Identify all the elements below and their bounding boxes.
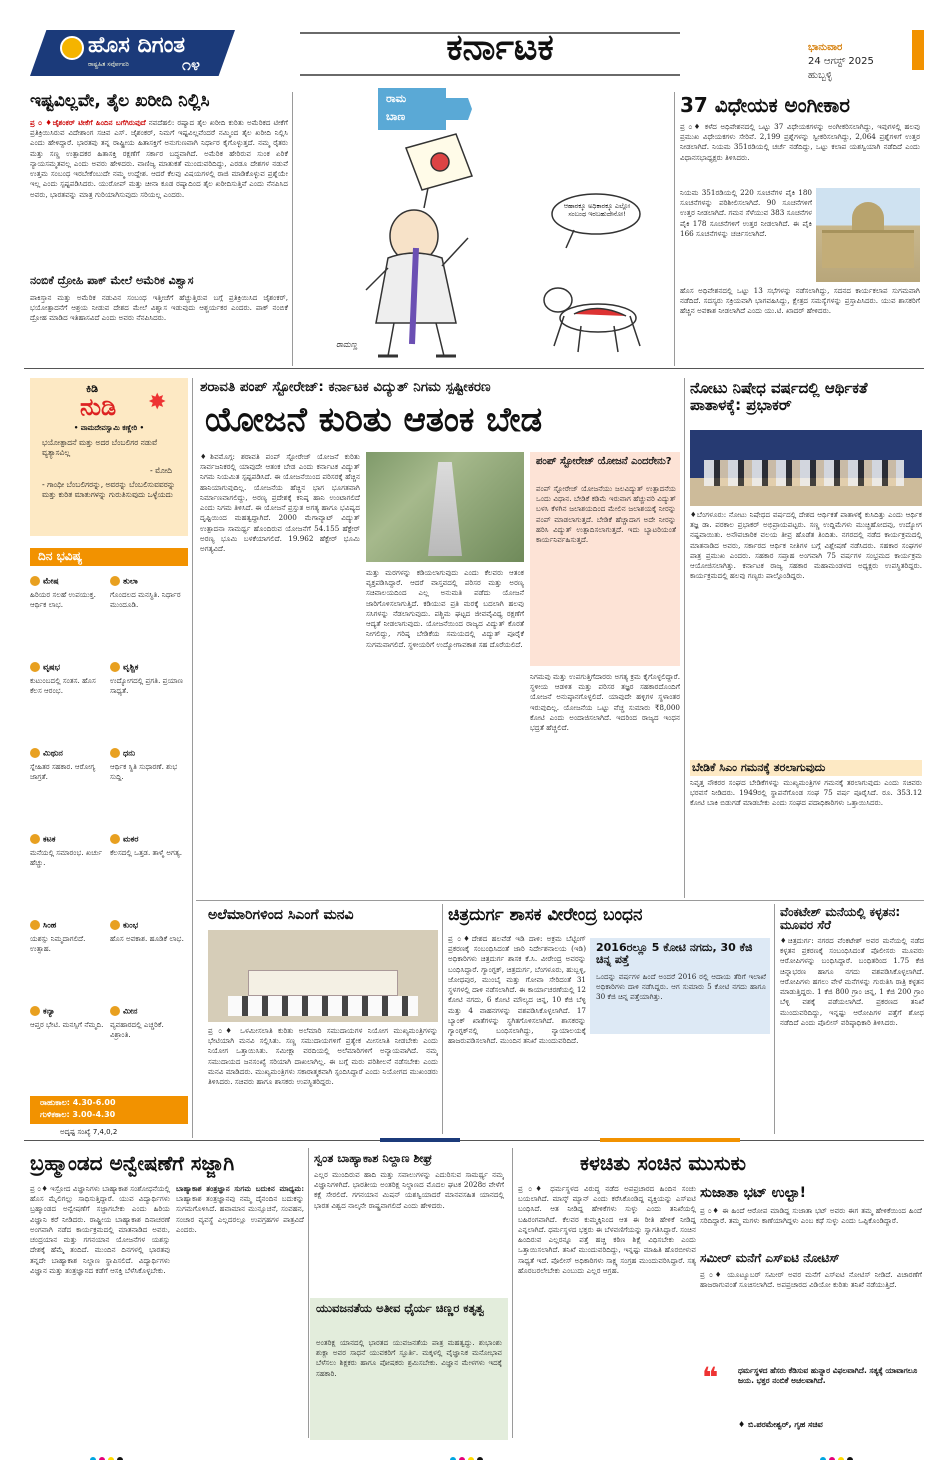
sign-name: ಧನು bbox=[123, 748, 136, 758]
masthead-logo-num: ೧೪ bbox=[182, 55, 200, 74]
building-base bbox=[822, 230, 914, 268]
masthead-logo: ಹೊಸ ದಿಗಂತ bbox=[88, 33, 186, 58]
story3b-headline: ಬೇಡಿಕೆ ಸಿಎಂ ಗಮನಕ್ಕೆ ತರಲಾಗುವುದು bbox=[690, 760, 922, 776]
column-rule bbox=[684, 378, 685, 898]
sign-name: ವೃಶ್ಚಿಕ bbox=[123, 662, 139, 672]
pump-sidebar-title: ಪಂಪ್ ಸ್ಟೋರೇಜ್ ಯೋಜನೆ ಎಂದರೇನು? bbox=[536, 456, 672, 467]
story1-dateline: ಪ್ರ ೦ ♦ಜೈಶಂಕರ್ ಟೀಕೆಗೆ ಹಿಂದಿನ ಬಗೆಗಿರುವುದೆ bbox=[30, 118, 146, 127]
story9-headline: ಕಳಚಿತು ಸಂಚಿನ ಮುಸುಕು bbox=[580, 1151, 746, 1175]
story9-sub2: ಸಮೀರ್ ಮನೆಗೆ ಎಸ್‌ಐಟಿ ನೋಟಿಸ್ bbox=[700, 1251, 840, 1265]
lead-kicker: ಶರಾವತಿ ಪಂಪ್ ಸ್ಟೋರೇಜ್: ಕರ್ನಾಟಕ ವಿದ್ಯುತ್ ನಿಗಮ ಸ್ಪಷ್ಟೀಕರಣ bbox=[200, 379, 491, 395]
sign-name: ಕನ್ಯಾ bbox=[43, 1006, 55, 1016]
masthead-day: ಭಾನುವಾರ bbox=[808, 42, 843, 53]
story5-box-title: 2016ರಲ್ಲೂ 5 ಕೋಟಿ ನಗದು, 30 ಕೆಜಿ ಚಿನ್ನ ಪತ್ತೆ bbox=[596, 941, 753, 967]
edge-marker bbox=[912, 30, 924, 70]
zodiac-icon bbox=[110, 662, 120, 672]
story9-sub1: ಸುಜಾತಾ ಭಟ್ ಉಲ್ಟಾ! bbox=[700, 1185, 806, 1201]
cartoon-banner-top: ರಾಮ bbox=[386, 92, 407, 105]
row-rule bbox=[24, 368, 924, 369]
sign-text: ಆಪ್ತರ ಭೇಟಿ. ಮನಸ್ಸಿಗೆ ನೆಮ್ಮದಿ. bbox=[30, 1020, 104, 1029]
sign-text: ಗೊಂದಲದ ಮನಸ್ಥಿತಿ. ನಿರ್ಧಾರ ಮುಂದೂಡಿ. bbox=[110, 590, 181, 610]
divider-accent-blue bbox=[380, 1138, 460, 1142]
story1-headline: ಇಷ್ಟವಿಲ್ಲವೇ, ತೈಲ ಖರೀದಿ ನಿಲ್ಲಿಸಿ bbox=[30, 91, 210, 111]
story9-quote-by: ♦ ಬಿ.ಪರಮೇಶ್ವರ್, ಗೃಹ ಸಚಿವ bbox=[738, 1420, 823, 1429]
story1b-headline: ನಂಬಿಕೆ ದ್ರೋಹಿ ಪಾಕ್ ಮೇಲೆ ಅಮೆರಿಕ ವಿಶ್ವಾಸ bbox=[30, 274, 194, 287]
zodiac-icon bbox=[110, 834, 120, 844]
event-photo bbox=[690, 430, 922, 506]
sign-name: ಮಿಥುನ bbox=[43, 748, 63, 758]
sign-name: ಮೀನ bbox=[123, 1006, 138, 1016]
dome-shape bbox=[852, 202, 884, 230]
horoscope-sign bbox=[110, 1006, 186, 1090]
sign-text: ಹಿರಿಯರ ಸಲಹೆ ಉಪಯುಕ್ತ. ಆರ್ಥಿಕ ಲಾಭ. bbox=[30, 590, 96, 610]
zodiac-icon bbox=[110, 748, 120, 758]
zodiac-icon bbox=[30, 1006, 40, 1016]
registration-marks bbox=[90, 1448, 126, 1460]
story5-body: ಪ್ರ ೦♦ದೇಶದ ಹಲವೆಡೆ ಇಡಿ ದಾಳಿ: ಅಕ್ರಮ ಬೆಟ್ಟಿಂಗ್ ಪ್ರಕರಣಕ್ಕೆ ಸಂಬಂಧಿಸಿದಂತೆ ಜಾರಿ ನಿರ್ದೇಶನಾಲಯ (ಇಡಿ) ಅಧಿಕಾರಿಗಳು ಚಿತ್ರದುರ್ಗ ಶಾಸಕ ಕೆ.ಸಿ. ವೀರೇಂದ್ರ ಅವರನ್ನು ಬಂಧಿಸಿದ್ದಾರೆ. ಗ್ಯಾಂಗ್ಟಕ್, ಚಿತ್ರದುರ್ಗ, ಬೆಂಗಳೂರು, ಹುಬ್ಬಳ್ಳಿ, ಜೋಧಪುರ, ಮುಂಬೈ ಮತ್ತು ಗೋವಾ ಸೇರಿದಂತೆ 31 ಸ್ಥಳಗಳಲ್ಲಿ ದಾಳಿ ನಡೆಸಲಾಗಿದೆ. ಈ ಕಾರ್ಯಾಚರಣೆಯಲ್ಲಿ 12 ಕೋಟಿ ನಗದು, 6 ಕೋಟಿ ಮೌಲ್ಯದ ಚಿನ್ನ, 10 ಕೆಜಿ ಬೆಳ್ಳಿ ಮತ್ತು 4 ವಾಹನಗಳನ್ನು ವಶಪಡಿಸಿಕೊಳ್ಳಲಾಗಿದೆ. 17 ಬ್ಯಾಂಕ್ ಖಾತೆಗಳನ್ನು ಸ್ಥಗಿತಗೊಳಿಸಲಾಗಿದೆ. ಶಾಸಕರನ್ನು ಗ್ಯಾಂಗ್ಟಕ್‌ನಲ್ಲಿ ಬಂಧಿಸಲಾಗಿದ್ದು, ನ್ಯಾಯಾಲಯಕ್ಕೆ ಹಾಜರುಪಡಿಸಲಾಗಿದೆ. ಮುಂದಿನ ತನಿಖೆ ಮುಂದುವರಿದಿದೆ. bbox=[448, 934, 586, 1046]
registration-marks bbox=[820, 1448, 856, 1460]
sign-name: ಸಿಂಹ bbox=[43, 920, 57, 930]
column-rule bbox=[308, 1148, 309, 1438]
zodiac-icon bbox=[110, 920, 120, 930]
kidi-title: ನುಡಿ bbox=[80, 393, 117, 421]
story2-headline: 37 ವಿಧೇಯಕ ಅಂಗೀಕಾರ bbox=[680, 93, 850, 117]
bhavishya-footer: ಅದೃಷ್ಟ ಸಂಖ್ಯೆ 7,4,0,2 bbox=[60, 1128, 118, 1136]
sign-text: ಆರ್ಥಿಕ ಸ್ಥಿತಿ ಸುಧಾರಣೆ. ಶುಭ ಸುದ್ದಿ. bbox=[110, 762, 178, 782]
masthead-logo-tag: ರಾಷ್ಟ್ರಹಿತ ಸರ್ವೋಪರಿ bbox=[88, 61, 129, 68]
kidi-title-small: ಕಿಡಿ bbox=[86, 382, 99, 395]
zodiac-icon bbox=[30, 748, 40, 758]
story8-headline: ಸ್ವಂತ ಬಾಹ್ಯಾಕಾಶ ನಿಲ್ದಾಣ ಶೀಘ್ರ bbox=[314, 1151, 433, 1165]
column-rule bbox=[192, 378, 193, 1138]
horoscope-sign bbox=[30, 662, 106, 746]
spark-icon: ✸ bbox=[148, 390, 167, 415]
vidhana-soudha-photo bbox=[816, 188, 920, 282]
section-title: ಕರ್ನಾಟಕ bbox=[446, 27, 554, 68]
kidi-quote-by: - ಮೋದಿ bbox=[150, 466, 172, 475]
kidi-author: • ವಾಮದೇವಸ್ವಾಮಿ ಕಣ್ಣೇರಿ • bbox=[73, 424, 145, 432]
zodiac-icon bbox=[110, 1006, 120, 1016]
story1b-body: ಪಾಕಿಸ್ತಾನ ಮತ್ತು ಅಮೆರಿಕ ನಡುವಿನ ಸಂಬಂಧ ಇತ್ತೀಚೆಗೆ ಹೆಚ್ಚುತ್ತಿರುವ ಬಗ್ಗೆ ಪ್ರತಿಕ್ರಿಯಿಸಿದ ಜೈಶಂಕರ್, ಭಯೋತ್ಪಾದನೆಗೆ ಆಶ್ರಯ ನೀಡುವ ದೇಶದ ಮೇಲೆ ವಿಶ್ವಾಸ ಇಡುವುದು ಆಶ್ಚರ್ಯಕರ ಎಂದರು. ಪಾಕ್ ನಂಬಿಕೆ ದ್ರೋಹ ಮಾಡಿದ ಇತಿಹಾಸವಿದೆ ಎಂದು ಅವರು ನೆನಪಿಸಿದರು. bbox=[30, 293, 288, 323]
sign-text: ಮನೆಯಲ್ಲಿ ಸಮಾರಂಭ. ಖರ್ಚು ಹೆಚ್ಚು. bbox=[30, 848, 103, 868]
story2-body3: ಹೊಸ ಅಧಿವೇಶನದಲ್ಲಿ ಒಟ್ಟು 13 ಸಭೆಗಳನ್ನು ನಡೆಸಲಾಗಿದ್ದು, ಸದನದ ಕಾರ್ಯಕಲಾಪ ಸುಗಮವಾಗಿ ನಡೆದಿದೆ. ಸದಸ್ಯರು ಸಕ್ರಿಯವಾಗಿ ಭಾಗವಹಿಸಿದ್ದು, ಕ್ಷೇತ್ರದ ಸಮಸ್ಯೆಗಳನ್ನು ಪ್ರಸ್ತಾಪಿಸಿದರು. ಯುವ ಶಾಸಕರಿಗೆ ಹೆಚ್ಚಿನ ಅವಕಾಶ ನೀಡಲಾಗಿದೆ ಎಂದು ಯು.ಟಿ. ಖಾದರ್ ಹೇಳಿದರು. bbox=[680, 286, 920, 316]
row-rule bbox=[196, 900, 924, 901]
cartoon-banner-bottom: ಬಾಣ bbox=[386, 110, 406, 123]
sign-name: ಕಟಕ bbox=[43, 834, 56, 844]
zodiac-icon bbox=[110, 576, 120, 586]
sign-name: ಮಕರ bbox=[123, 834, 139, 844]
event-people bbox=[704, 460, 904, 486]
story8-body: ಎಲ್ಲರ ಮುಂದಿರುವ ಹಾದಿ ಮತ್ತು ಸವಾಲುಗಳನ್ನು ಎದುರಿಸುವ ಸಾಮರ್ಥ್ಯ ನಮ್ಮ ವಿಜ್ಞಾನಿಗಳಿಗಿದೆ. ಭಾರತೀಯ ಅಂತರಿಕ್ಷ ನಿಲ್ದಾಣದ ಮೊದಲ ಘಟಕ 2028ರ ವೇಳೆಗೆ ಕಕ್ಷೆ ಸೇರಲಿದೆ. ಗಗನಯಾನ ಮಿಷನ್ ಯಶಸ್ವಿಯಾದರೆ ಮಾನವಸಹಿತ ಯಾನದಲ್ಲಿ ಭಾರತ ವಿಶ್ವದ ನಾಲ್ಕನೇ ರಾಷ್ಟ್ರವಾಗಲಿದೆ ಎಂದು ಹೇಳಿದರು. bbox=[314, 1170, 504, 1210]
meeting-table bbox=[248, 970, 398, 996]
sign-name: ತುಲಾ bbox=[123, 576, 138, 586]
horoscope-sign bbox=[30, 576, 106, 660]
column-rule bbox=[512, 1148, 513, 1438]
zodiac-icon bbox=[30, 834, 40, 844]
cartoon-speech: ಆಹಾರಕ್ಕೂ ಅಧಿಕಾರಕ್ಕೂ ಎಲ್ಲೋ ಸಂಬಂಧ ಇರಬಹುದೇನೋ! bbox=[563, 202, 631, 219]
story9-sub2-body: ಪ್ರ ೦♦ ಯೂಟ್ಯೂಬರ್ ಸಮೀರ್ ಅವರ ಮನೆಗೆ ಎಸ್‌ಐಟಿ ನೋಟಿಸ್ ನೀಡಿದೆ. ವಿಚಾರಣೆಗೆ ಹಾಜರಾಗುವಂತೆ ಸೂಚಿಸಲಾಗಿದೆ. ಅಪಪ್ರಚಾರದ ವಿಡಿಯೋ ಕುರಿತು ತನಿಖೆ ನಡೆಯುತ್ತಿದೆ. bbox=[700, 1270, 922, 1290]
horoscope-sign bbox=[30, 1006, 106, 1090]
cartoon-panel bbox=[296, 88, 671, 366]
gulika-kala: ಗುಳಿಕಕಾಲ: 3.00-4.30 bbox=[40, 1110, 116, 1119]
horoscope-sign bbox=[30, 748, 106, 832]
bhavishya-title: ದಿನ ಭವಿಷ್ಯ bbox=[38, 549, 83, 563]
column-rule bbox=[674, 92, 675, 366]
story7-body: ಪ್ರ ೦♦ ಇಸ್ರೋದ ವಿಜ್ಞಾನಿಗಳು ಬಾಹ್ಯಾಕಾಶ ಸಂಶೋಧನೆಯಲ್ಲಿ ಹೊಸ ಮೈಲಿಗಲ್ಲು ಸಾಧಿಸುತ್ತಿದ್ದಾರೆ. ಯುವ ವಿದ್ಯಾರ್ಥಿಗಳು ಬ್ರಹ್ಮಾಂಡದ ಅನ್ವೇಷಣೆಗೆ ಸಜ್ಜಾಗಬೇಕು ಎಂದು ಹಿರಿಯ ವಿಜ್ಞಾನಿ ಕರೆ ನೀಡಿದರು. ರಾಷ್ಟ್ರೀಯ ಬಾಹ್ಯಾಕಾಶ ದಿನಾಚರಣೆ ಅಂಗವಾಗಿ ನಡೆದ ಕಾರ್ಯಕ್ರಮದಲ್ಲಿ ಮಾತನಾಡಿದ ಅವರು, ಚಂದ್ರಯಾನ ಮತ್ತು ಗಗನಯಾನ ಯೋಜನೆಗಳ ಯಶಸ್ಸು ದೇಶಕ್ಕೆ ಹೆಮ್ಮೆ ತಂದಿದೆ. ಮುಂದಿನ ದಿನಗಳಲ್ಲಿ ಭಾರತವು ತನ್ನದೇ ಬಾಹ್ಯಾಕಾಶ ನಿಲ್ದಾಣ ಸ್ಥಾಪಿಸಲಿದೆ. ವಿದ್ಯಾರ್ಥಿಗಳು ವಿಜ್ಞಾನ ಮತ್ತು ತಂತ್ರಜ್ಞಾನದ ಕಡೆಗೆ ಆಸಕ್ತಿ ಬೆಳೆಸಿಕೊಳ್ಳಬೇಕು. bbox=[30, 1184, 170, 1275]
column-rule bbox=[774, 904, 775, 1134]
lead-col3: ನಿಗಮವು ಮತ್ತು ಉಪಗುತ್ತಿಗೆದಾರರು ಅಗತ್ಯ ಕ್ರಮ ಕೈಗೊಳ್ಳಲಿದ್ದಾರೆ. ಸ್ಥಳೀಯ ಆಡಳಿತ ಮತ್ತು ಪರಿಸರ ತಜ್ಞರ ಸಹಕಾರದೊಂದಿಗೆ ಯೋಜನೆ ಅನುಷ್ಠಾನಗೊಳ್ಳಲಿದೆ. ಯಾವುದೇ ಹಳ್ಳಿಗಳ ಸ್ಥಳಾಂತರ ಇರುವುದಿಲ್ಲ. ಯೋಜನೆಯ ಒಟ್ಟು ವೆಚ್ಚ ಸುಮಾರು ₹8,000 ಕೋಟಿ ಎಂದು ಅಂದಾಜಿಸಲಾಗಿದೆ. ಇದರಿಂದ ರಾಜ್ಯದ ಇಂಧನ ಭದ್ರತೆ ಹೆಚ್ಚಲಿದೆ. bbox=[530, 672, 680, 733]
masthead-city: ಹುಬ್ಬಳ್ಳಿ bbox=[808, 70, 833, 81]
horoscope-sign bbox=[30, 920, 106, 1004]
story4-body: ಪ್ರ ೦♦ ಒಳಮೀಸಲಾತಿ ಕುರಿತು ಅಲೆಮಾರಿ ಸಮುದಾಯಗಳ ನಿಯೋಗ ಮುಖ್ಯಮಂತ್ರಿಗಳನ್ನು ಭೇಟಿಯಾಗಿ ಮನವಿ ಸಲ್ಲಿಸಿತು. ಸಣ್ಣ ಸಮುದಾಯಗಳಿಗೆ ಪ್ರತ್ಯೇಕ ಮೀಸಲಾತಿ ನೀಡಬೇಕು ಎಂದು ನಿಯೋಗ ಒತ್ತಾಯಿಸಿತು. ಸಮೀಕ್ಷಾ ವರದಿಯಲ್ಲಿ ಅಲೆಮಾರಿಗಳಿಗೆ ಅನ್ಯಾಯವಾಗಿದೆ. ನಮ್ಮ ಸಮುದಾಯದ ಜನಸಂಖ್ಯೆ ಸರಿಯಾಗಿ ದಾಖಲಾಗಿಲ್ಲ. ಈ ಬಗ್ಗೆ ಮರು ಪರಿಶೀಲನೆ ನಡೆಸಬೇಕು ಎಂದು ಮನವಿ ಮಾಡಿದರು. ಮುಖ್ಯಮಂತ್ರಿಗಳು ಸಕಾರಾತ್ಮಕವಾಗಿ ಸ್ಪಂದಿಸಿದ್ದಾರೆ ಎಂದು ನಿಯೋಗದ ಮುಖಂಡರು ತಿಳಿಸಿದರು. ಸಚಿವರು ಹಾಗೂ ಶಾಸಕರು ಉಪಸ್ಥಿತರಿದ್ದರು. bbox=[208, 1026, 438, 1087]
horoscope-sign bbox=[110, 920, 186, 1004]
sign-text: ಯಶಸ್ಸು ನಿಮ್ಮದಾಗಲಿದೆ. ಉತ್ಸಾಹ. bbox=[30, 934, 86, 954]
story9-sub1-body: ಪ್ರ ೦♦ ಈ ಹಿಂದೆ ಆರೋಪ ಮಾಡಿದ್ದ ಸುಜಾತಾ ಭಟ್ ಅವರು ಈಗ ತಮ್ಮ ಹೇಳಿಕೆಯಿಂದ ಹಿಂದೆ ಸರಿದಿದ್ದಾರೆ. ತಮ್ಮ ಮಗಳು ಕಾಣೆಯಾಗಿದ್ದಳು ಎಂಬ ಕಥೆ ಸುಳ್ಳು ಎಂದು ಒಪ್ಪಿಕೊಂಡಿದ್ದಾರೆ. bbox=[700, 1206, 922, 1226]
story8-sub-headline: ಯುವಜನತೆಯ ಅತೀವ ಧೈರ್ಯ ಚಿಣ್ಣರ ಕತೃತ್ವ bbox=[316, 1301, 485, 1315]
masthead bbox=[0, 0, 945, 86]
row-rule bbox=[24, 1140, 924, 1141]
story1-text: ನವದೆಹಲಿ: ರಷ್ಯಾದ ತೈಲ ಖರೀದಿ ಕುರಿತು ಅಮೆರಿಕದ ಟೀಕೆಗೆ ಪ್ರತಿಕ್ರಿಯಿಸಿರುವ ವಿದೇಶಾಂಗ ಸಚಿವ ಎಸ್. ಜೈಶಂಕರ್, ನಿಮಗೆ ಇಷ್ಟವಿಲ್ಲವೆಂದರೆ ನಮ್ಮಿಂದ ತೈಲ ಖರೀದಿ ನಿಲ್ಲಿಸಿ ಎಂದು ಹೇಳಿದ್ದಾರೆ. ಭಾರತವು ತನ್ನ ರಾಷ್ಟ್ರೀಯ ಹಿತಾಸಕ್ತಿಗೆ ಅನುಗುಣವಾಗಿ ನಿರ್ಧಾರ ಕೈಗೊಳ್ಳುತ್ತದೆ. ನಮ್ಮ ರೈತರು ಮತ್ತು ಸಣ್ಣ ಉತ್ಪಾದಕರ ಹಿತಾಸಕ್ತಿ ರಕ್ಷಣೆಗೆ ಸರ್ಕಾರ ಬದ್ಧವಾಗಿದೆ. ಅಮೆರಿಕ ಹೇರಿರುವ ಸುಂಕ ಏರಿಕೆ ನ್ಯಾಯಸಮ್ಮತವಲ್ಲ ಎಂದು ಅವರು ಹೇಳಿದರು. ವಾಣಿಜ್ಯ ಮಾತುಕತೆ ಮುಂದುವರಿದಿದ್ದು, ಎರಡೂ ದೇಶಗಳ ನಡುವೆ ಉತ್ತಮ ಸಂಬಂಧ ಇರಬೇಕೆಂಬುದೇ ನಮ್ಮ ಉದ್ದೇಶ. ಆದರೆ ಕೆಲವು ವಿಷಯಗಳಲ್ಲಿ ರಾಜಿ ಮಾಡಿಕೊಳ್ಳುವ ಪ್ರಶ್ನೆಯೇ ಇಲ್ಲ ಎಂದು ಸ್ಪಷ್ಟಪಡಿಸಿದರು. ಯುರೋಪ್ ಮತ್ತು ಚೀನಾ ಕೂಡ ರಷ್ಯಾದಿಂದ ತೈಲ ಖರೀದಿಸುತ್ತಿವೆ ಎಂದು ನೆನಪಿಸಿದ ಅವರು, ಭಾರತವನ್ನು ಮಾತ್ರ ಗುರಿಯಾಗಿಸುವುದು ಸರಿಯಲ್ಲ ಎಂದರು. bbox=[30, 118, 288, 199]
story7-headline: ಬ್ರಹ್ಮಾಂಡದ ಅನ್ವೇಷಣೆಗೆ ಸಜ್ಜಾಗಿ bbox=[30, 1151, 235, 1175]
sign-text: ಹೊಸ ಅವಕಾಶ. ಹೂಡಿಕೆ ಲಾಭ. bbox=[110, 934, 184, 943]
column-rule bbox=[442, 904, 443, 1134]
story9-quote: ಧರ್ಮಸ್ಥಳದ ಹೆಸರು ಕೆಡಿಸುವ ಹುನ್ನಾರ ವಿಫಲವಾಗಿದೆ. ಸತ್ಯಕ್ಕೆ ಯಾವಾಗಲೂ ಜಯ. ಭಕ್ತರ ನಂಬಿಕೆ ಅಚಲವಾಗಿದೆ. bbox=[738, 1366, 918, 1386]
story3-body: ♦ಬೆಂಗಳೂರು: ನೋಟು ನಿಷೇಧದ ವರ್ಷದಲ್ಲಿ ದೇಶದ ಆರ್ಥಿಕತೆ ಪಾತಾಳಕ್ಕೆ ಕುಸಿದಿತ್ತು ಎಂದು ಆರ್ಥಿಕ ತಜ್ಞ ಡಾ. ಪರಕಾಲ ಪ್ರಭಾಕರ್ ಅಭಿಪ್ರಾಯಪಟ್ಟರು. ಸಣ್ಣ ಉದ್ದಿಮೆಗಳು ಮುಚ್ಚಿಹೋದವು, ಉದ್ಯೋಗ ನಷ್ಟವಾಯಿತು. ಅನೌಪಚಾರಿಕ ವಲಯ ತೀವ್ರ ಹೊಡೆತ ತಿಂದಿತು. ನಗರದಲ್ಲಿ ನಡೆದ ಕಾರ್ಯಕ್ರಮದಲ್ಲಿ ಮಾತನಾಡಿದ ಅವರು, ಸರ್ಕಾರದ ಆರ್ಥಿಕ ನೀತಿಗಳ ಬಗ್ಗೆ ವಿಶ್ಲೇಷಣೆ ನಡೆಸಿದರು. ಸಹಕಾರ ಸಂಘಗಳ ಪಾತ್ರ ಪ್ರಮುಖ ಎಂದರು. ಸಹಕಾರ ಸಪ್ತಾಹ ಅಂಗವಾಗಿ 75 ವರ್ಷಗಳ ಸಂಭ್ರಮದ ಕಾರ್ಯಕ್ರಮ ಆಯೋಜಿಸಲಾಗಿತ್ತು. ಕರ್ನಾಟಕ ರಾಜ್ಯ ಸಹಕಾರ ಮಹಾಮಂಡಳದ ಅಧ್ಯಕ್ಷರು ಉಪಸ್ಥಿತರಿದ್ದರು. ಕಾರ್ಯಕ್ರಮದಲ್ಲಿ ಹಲವು ಗಣ್ಯರು ಪಾಲ್ಗೊಂಡಿದ್ದರು. bbox=[690, 510, 922, 581]
lead-headline: ಯೋಜನೆ ಕುರಿತು ಆತಂಕ ಬೇಡ bbox=[205, 400, 543, 440]
meeting-photo bbox=[208, 930, 438, 1022]
story9-body: ಪ್ರ ೦♦ ಧರ್ಮಸ್ಥಳದ ವಿರುದ್ಧ ನಡೆದ ಅಪಪ್ರಚಾರದ ಹಿಂದಿನ ಸಂಚು ಬಯಲಾಗಿದೆ. ಮಾಸ್ಕ್ ಮ್ಯಾನ್ ಎಂದು ಕರೆಸಿಕೊಂಡಿದ್ದ ವ್ಯಕ್ತಿಯನ್ನು ಎಸ್‌ಐಟಿ ಬಂಧಿಸಿದೆ. ಆತ ನೀಡಿದ್ದ ಹೇಳಿಕೆಗಳು ಸುಳ್ಳು ಎಂದು ತನಿಖೆಯಲ್ಲಿ ಬಹಿರಂಗವಾಗಿದೆ. ಕೆಲವರ ಕುಮ್ಮಕ್ಕಿನಿಂದ ಆತ ಈ ರೀತಿ ಹೇಳಿಕೆ ನೀಡಿದ್ದ ಎನ್ನಲಾಗಿದೆ. ಧರ್ಮಸ್ಥಳದ ಭಕ್ತರು ಈ ಬೆಳವಣಿಗೆಯನ್ನು ಸ್ವಾಗತಿಸಿದ್ದಾರೆ. ಸಂಚಿನ ಹಿಂದಿರುವ ಎಲ್ಲರನ್ನೂ ಪತ್ತೆ ಹಚ್ಚಿ ಕಠಿಣ ಶಿಕ್ಷೆ ವಿಧಿಸಬೇಕು ಎಂದು ಒತ್ತಾಯಿಸಲಾಗಿದೆ. ತನಿಖೆ ಮುಂದುವರಿದಿದ್ದು, ಇನ್ನಷ್ಟು ಮಾಹಿತಿ ಹೊರಬೀಳುವ ಸಾಧ್ಯತೆ ಇದೆ. ಪೊಲೀಸ್ ಅಧಿಕಾರಿಗಳು ಸಾಕ್ಷ್ಯ ಸಂಗ್ರಹ ಮುಂದುವರಿಸಿದ್ದಾರೆ. ಸತ್ಯ ಹೊರಬರಲೇಬೇಕು ಎಂಬುದು ಎಲ್ಲರ ಆಗ್ರಹ. bbox=[518, 1184, 696, 1275]
horoscope-sign bbox=[110, 748, 186, 832]
story7-body2: ಬಾಹ್ಯಾಕಾಶ ತಂತ್ರಜ್ಞಾನವು ನಮ್ಮ ದೈನಂದಿನ ಬದುಕನ್ನು ಸುಗಮಗೊಳಿಸಿದೆ. ಹವಾಮಾನ ಮುನ್ಸೂಚನೆ, ಸಂವಹನ, ಸಂಚಾರ ವ್ಯವಸ್ಥೆ ಎಲ್ಲದರಲ್ಲೂ ಉಪಗ್ರಹಗಳ ಪಾತ್ರವಿದೆ ಎಂದರು. bbox=[176, 1194, 304, 1234]
story2-body2: ನಿಯಮ 351ರಡಿಯಲ್ಲಿ 220 ಸೂಚನೆಗಳ ಪೈಕಿ 180 ಸೂಚನೆಗಳನ್ನು ಪರಿಶೀಲಿಸಲಾಗಿದೆ. 90 ಸೂಚನೆಗಳಿಗೆ ಉತ್ತರ ನೀಡಲಾಗಿದೆ. ಗಮನ ಸೆಳೆಯುವ 383 ಸೂಚನೆಗಳ ಪೈಕಿ 178 ಸೂಚನೆಗಳಿಗೆ ಉತ್ತರ ನೀಡಲಾಗಿದೆ. ಈ ಪೈಕಿ 166 ಸೂಚನೆಗಳನ್ನು ಚರ್ಚಿಸಲಾಗಿದೆ. bbox=[680, 188, 812, 238]
story3-headline: ನೋಟು ನಿಷೇಧ ವರ್ಷದಲ್ಲಿ ಆರ್ಥಿಕತೆ ಪಾತಾಳಕ್ಕೆ: ಪ್ರಭಾಕರ್ bbox=[690, 379, 868, 414]
zodiac-icon bbox=[30, 920, 40, 930]
story5-box-body: ಒಂದನ್ನು ವರ್ಷಗಳ ಹಿಂದೆ ಅಂದರೆ 2016 ರಲ್ಲಿ ಆದಾಯ ತೆರಿಗೆ ಇಲಾಖೆ ಅಧಿಕಾರಿಗಳು ದಾಳಿ ನಡೆಸಿದ್ದರು. ಆಗ ಸುಮಾರು 5 ಕೋಟಿ ನಗದು ಹಾಗೂ 30 ಕೆಜಿ ಚಿನ್ನ ಪತ್ತೆಯಾಗಿತ್ತು. bbox=[596, 972, 766, 1002]
story3b-body: ನಿವೃತ್ತ ನೌಕರರ ಸಂಘದ ಬೇಡಿಕೆಗಳನ್ನು ಮುಖ್ಯಮಂತ್ರಿಗಳ ಗಮನಕ್ಕೆ ತರಲಾಗುವುದು ಎಂದು ಸಚಿವರು ಭರವಸೆ ನೀಡಿದರು. 1949ರಲ್ಲಿ ಸ್ಥಾಪನೆಗೊಂಡ ಸಂಘ 75 ವರ್ಷ ಪೂರೈಸಿದೆ. ರೂ. 353.12 ಕೋಟಿ ಬಾಕಿ ಬಿಡುಗಡೆ ಮಾಡಬೇಕು ಎಂದು ಸಂಘದ ಪದಾಧಿಕಾರಿಗಳು ಒತ್ತಾಯಿಸಿದರು. bbox=[690, 778, 922, 808]
sign-text: ಸ್ನೇಹಿತರ ಸಹಕಾರ. ಆರೋಗ್ಯ ಜಾಗ್ರತೆ. bbox=[30, 762, 96, 782]
sign-text: ಕೆಲಸದಲ್ಲಿ ಒತ್ತಡ. ತಾಳ್ಮೆ ಅಗತ್ಯ. bbox=[110, 848, 183, 857]
horoscope-sign bbox=[110, 576, 186, 660]
divider-accent-orange bbox=[600, 1138, 740, 1142]
pump-sidebar-body: ಪಂಪ್ ಸ್ಟೋರೇಜ್ ಯೋಜನೆಯು ಜಲವಿದ್ಯುತ್ ಉತ್ಪಾದನೆಯ ಒಂದು ವಿಧಾನ. ಬೇಡಿಕೆ ಕಡಿಮೆ ಇರುವಾಗ ಹೆಚ್ಚುವರಿ ವಿದ್ಯುತ್ ಬಳಸಿ ಕೆಳಗಿನ ಜಲಾಶಯದಿಂದ ಮೇಲಿನ ಜಲಾಶಯಕ್ಕೆ ನೀರನ್ನು ಪಂಪ್ ಮಾಡಲಾಗುತ್ತದೆ. ಬೇಡಿಕೆ ಹೆಚ್ಚಾದಾಗ ಅದೇ ನೀರನ್ನು ಹರಿಸಿ ವಿದ್ಯುತ್ ಉತ್ಪಾದಿಸಲಾಗುತ್ತದೆ. ಇದು ಬ್ಯಾಟರಿಯಂತೆ ಕಾರ್ಯನಿರ್ವಹಿಸುತ್ತದೆ. bbox=[536, 484, 676, 545]
story4-headline: ಅಲೆಮಾರಿಗಳಿಂದ ಸಿಎಂಗೆ ಮನವಿ bbox=[208, 907, 354, 923]
kidi-reply: - ಗಾಂಧೀ ಬೆಂಬಲಿಗರನ್ನು, ಅವರನ್ನು ಬೆಂಬಲಿಸುವವರನ್ನು ಮತ್ತು ಕುರಿತ ಮಾತುಗಳನ್ನು ಗುರುತಿಸುವುದು ಒಳ್ಳೆಯದು bbox=[42, 480, 176, 500]
masthead-date: 24 ಆಗಸ್ಟ್ 2025 bbox=[808, 56, 874, 67]
sign-text: ವ್ಯವಹಾರದಲ್ಲಿ ಎಚ್ಚರಿಕೆ. ವಿಶ್ರಾಂತಿ. bbox=[110, 1020, 164, 1040]
sign-name: ಮೇಷ bbox=[43, 576, 59, 586]
horoscope-sign bbox=[110, 834, 186, 918]
kidi-quote: ಭಯೋತ್ಪಾದನೆ ಮತ್ತು ಅದರ ಬೆಂಬಲಿಗರ ನಡುವೆ ವ್ಯತ್ಯಾಸವಿಲ್ಲ bbox=[42, 438, 158, 458]
rahu-kala: ರಾಹುಕಾಲ: 4.30-6.00 bbox=[40, 1098, 116, 1107]
sign-text: ಉದ್ಯೋಗದಲ್ಲಿ ಪ್ರಗತಿ. ಪ್ರಯಾಣ ಸಾಧ್ಯತೆ. bbox=[110, 676, 183, 696]
meeting-people bbox=[228, 996, 418, 1016]
story8-sub-body: ಅಂತರಿಕ್ಷ ಯಾನದಲ್ಲಿ ಭಾರತದ ಯುವಜನತೆಯ ಪಾತ್ರ ಮಹತ್ವದ್ದು. ಶುಭಾಂಶು ಶುಕ್ಲಾ ಅವರ ಸಾಧನೆ ಯುವಕರಿಗೆ ಸ್ಫೂರ್ತಿ. ಮಕ್ಕಳಲ್ಲಿ ವೈಜ್ಞಾನಿಕ ಮನೋಭಾವ ಬೆಳೆಸಲು ಶಿಕ್ಷಕರು ಹಾಗೂ ಪೋಷಕರು ಶ್ರಮಿಸಬೇಕು. ವಿಜ್ಞಾನ ಮೇಳಗಳು ಇದಕ್ಕೆ ಸಹಕಾರಿ. bbox=[316, 1338, 502, 1378]
logo-emblem-icon bbox=[60, 36, 84, 60]
story1-body bbox=[30, 118, 288, 270]
lead-col2: ಮತ್ತು ಮರಗಳನ್ನು ಕಡಿಯಲಾಗುವುದು ಎಂದು ಕೆಲವರು ಆತಂಕ ವ್ಯಕ್ತಪಡಿಸಿದ್ದಾರೆ. ಆದರೆ ವಾಸ್ತವದಲ್ಲಿ ಪರಿಸರ ಮತ್ತು ಅರಣ್ಯ ಸಚಿವಾಲಯದಿಂದ ಎಲ್ಲ ಅನುಮತಿ ಪಡೆದು ಯೋಜನೆ ಜಾರಿಗೊಳಿಸಲಾಗುತ್ತಿದೆ. ಕಡಿಯುವ ಪ್ರತಿ ಮರಕ್ಕೆ ಬದಲಾಗಿ ಹಲವು ಸಸಿಗಳನ್ನು ನೆಡಲಾಗುವುದು. ಪಶ್ಚಿಮ ಘಟ್ಟದ ಜೀವವೈವಿಧ್ಯ ರಕ್ಷಣೆಗೆ ಆದ್ಯತೆ ನೀಡಲಾಗುವುದು. ಯೋಜನೆಯಿಂದ ರಾಜ್ಯದ ವಿದ್ಯುತ್ ಕೊರತೆ ನೀಗಲಿದ್ದು, ಗರಿಷ್ಠ ಬೇಡಿಕೆಯ ಸಮಯದಲ್ಲಿ ವಿದ್ಯುತ್ ಪೂರೈಕೆ ಸುಗಮವಾಗಲಿದೆ. ಸ್ಥಳೀಯರಿಗೆ ಉದ್ಯೋಗಾವಕಾಶ ಸಹ ದೊರೆಯಲಿದೆ. bbox=[366, 568, 524, 649]
story7-col2 bbox=[176, 1184, 304, 1440]
sign-name: ಕುಂಭ bbox=[123, 920, 139, 930]
story7-sub: ಬಾಹ್ಯಾಕಾಶ ತಂತ್ರಜ್ಞಾನ ಸುಗಮ ಬದುಕಿನ ಮಾಧ್ಯಮ: bbox=[176, 1184, 304, 1193]
column-rule bbox=[292, 92, 293, 366]
zodiac-icon bbox=[30, 662, 40, 672]
horoscope-sign bbox=[30, 834, 106, 918]
registration-marks bbox=[450, 1448, 486, 1460]
zodiac-icon bbox=[30, 576, 40, 586]
story2-body1: ಪ್ರ ೦♦ ಕಳೆದ ಅಧಿವೇಶನದಲ್ಲಿ ಒಟ್ಟು 37 ವಿಧೇಯಕಗಳನ್ನು ಅಂಗೀಕರಿಸಲಾಗಿದ್ದು, ಇವುಗಳಲ್ಲಿ ಹಲವು ಪ್ರಮುಖ ವಿಧೇಯಕಗಳು ಸೇರಿವೆ. 2,199 ಪ್ರಶ್ನೆಗಳನ್ನು ಸ್ವೀಕರಿಸಲಾಗಿದ್ದು, 2,064 ಪ್ರಶ್ನೆಗಳಿಗೆ ಉತ್ತರ ನೀಡಲಾಗಿದೆ. ನಿಯಮ 351ರಡಿಯಲ್ಲಿ ಚರ್ಚೆ ನಡೆದಿದ್ದು, ಒಟ್ಟು ಕಲಾಪ ಯಶಸ್ವಿಯಾಗಿ ನಡೆದಿದೆ ಎಂದು ವಿಧಾನಸಭಾಧ್ಯಕ್ಷರು ತಿಳಿಸಿದರು. bbox=[680, 122, 920, 162]
dam-structure bbox=[428, 462, 462, 556]
cartoon-illustration bbox=[296, 88, 671, 366]
dam-photo bbox=[366, 452, 524, 562]
sign-text: ಕುಟುಂಬದಲ್ಲಿ ಸಂತಸ. ಹೊಸ ಕೆಲಸ ಆರಂಭ. bbox=[30, 676, 96, 696]
sign-name: ವೃಷಭ bbox=[43, 662, 60, 672]
quote-mark-icon: ❝ bbox=[702, 1361, 719, 1394]
kidi-nudi-box bbox=[30, 378, 188, 536]
lead-col1: ♦ಶಿವಮೊಗ್ಗ: ಶರಾವತಿ ಪಂಪ್ ಸ್ಟೋರೇಜ್ ಯೋಜನೆ ಕುರಿತು ಸಾರ್ವಜನಿಕರಲ್ಲಿ ಯಾವುದೇ ಆತಂಕ ಬೇಡ ಎಂದು ಕರ್ನಾಟಕ ವಿದ್ಯುತ್ ನಿಗಮ ನಿಯಮಿತ ಸ್ಪಷ್ಟಪಡಿಸಿದೆ. ಈ ಯೋಜನೆಯಿಂದ ಪರಿಸರಕ್ಕೆ ಹೆಚ್ಚಿನ ಹಾನಿಯಾಗುವುದಿಲ್ಲ. ಯೋಜನೆಯ ಹೆಚ್ಚಿನ ಭಾಗ ಭೂಗತವಾಗಿ ನಿರ್ಮಾಣವಾಗಲಿದ್ದು, ಅರಣ್ಯ ಪ್ರದೇಶಕ್ಕೆ ಕನಿಷ್ಠ ಹಾನಿ ಉಂಟಾಗಲಿದೆ ಎಂದು ನಿಗಮ ತಿಳಿಸಿದೆ. ಈ ಯೋಜನೆ ಪ್ರಸ್ತುತ ಅಗತ್ಯ ಹಾಗೂ ಭವಿಷ್ಯದ ದೃಷ್ಟಿಯಿಂದ ಮಹತ್ವದ್ದಾಗಿದೆ. 2000 ಮೆಗಾವ್ಯಾಟ್ ವಿದ್ಯುತ್ ಉತ್ಪಾದನಾ ಸಾಮರ್ಥ್ಯ ಹೊಂದಿರುವ ಯೋಜನೆಗೆ 54.155 ಹೆಕ್ಟೇರ್ ಅರಣ್ಯ ಭೂಮಿ ಬಳಕೆಯಾಗಲಿದೆ. 19.962 ಹೆಕ್ಟೇರ್ ಭೂಮಿ ಅಗತ್ಯವಿದೆ. bbox=[200, 452, 360, 553]
story6-body: ♦ಚಿತ್ರದುರ್ಗ: ನಗರದ ವೆಂಕಟೇಶ್ ಅವರ ಮನೆಯಲ್ಲಿ ನಡೆದ ಕಳ್ಳತನ ಪ್ರಕರಣಕ್ಕೆ ಸಂಬಂಧಿಸಿದಂತೆ ಪೊಲೀಸರು ಮೂವರು ಆರೋಪಿಗಳನ್ನು ಬಂಧಿಸಿದ್ದಾರೆ. ಬಂಧಿತರಿಂದ 1.75 ಕೆಜಿ ಚಿನ್ನಾಭರಣ ಹಾಗೂ ನಗದು ವಶಪಡಿಸಿಕೊಳ್ಳಲಾಗಿದೆ. ಆರೋಪಿಗಳು ಹಗಲು ವೇಳೆ ಮನೆಗಳನ್ನು ಗುರುತಿಸಿ ರಾತ್ರಿ ಕಳ್ಳತನ ಮಾಡುತ್ತಿದ್ದರು. 1 ಕೆಜಿ 800 ಗ್ರಾಂ ಚಿನ್ನ, 1 ಕೆಜಿ 200 ಗ್ರಾಂ ಬೆಳ್ಳಿ ವಶಕ್ಕೆ ಪಡೆಯಲಾಗಿದೆ. ಪ್ರಕರಣದ ತನಿಖೆ ಮುಂದುವರಿದಿದ್ದು, ಇನ್ನಷ್ಟು ಆರೋಪಿಗಳ ಪತ್ತೆಗೆ ಶೋಧ ನಡೆದಿದೆ ಎಂದು ಪೊಲೀಸ್ ವರಿಷ್ಠಾಧಿಕಾರಿ ತಿಳಿಸಿದರು. bbox=[780, 936, 924, 1027]
cartoon-signature: ರಾಮಣ್ಣ bbox=[336, 340, 358, 349]
horoscope-sign bbox=[110, 662, 186, 746]
story6-headline: ವೆಂಕಟೇಶ್ ಮನೆಯಲ್ಲಿ ಕಳ್ಳತನ: ಮೂವರ ಸೆರೆ bbox=[780, 905, 901, 933]
story5-headline: ಚಿತ್ರದುರ್ಗ ಶಾಸಕ ವೀರೇಂದ್ರ ಬಂಧನ bbox=[448, 905, 643, 925]
